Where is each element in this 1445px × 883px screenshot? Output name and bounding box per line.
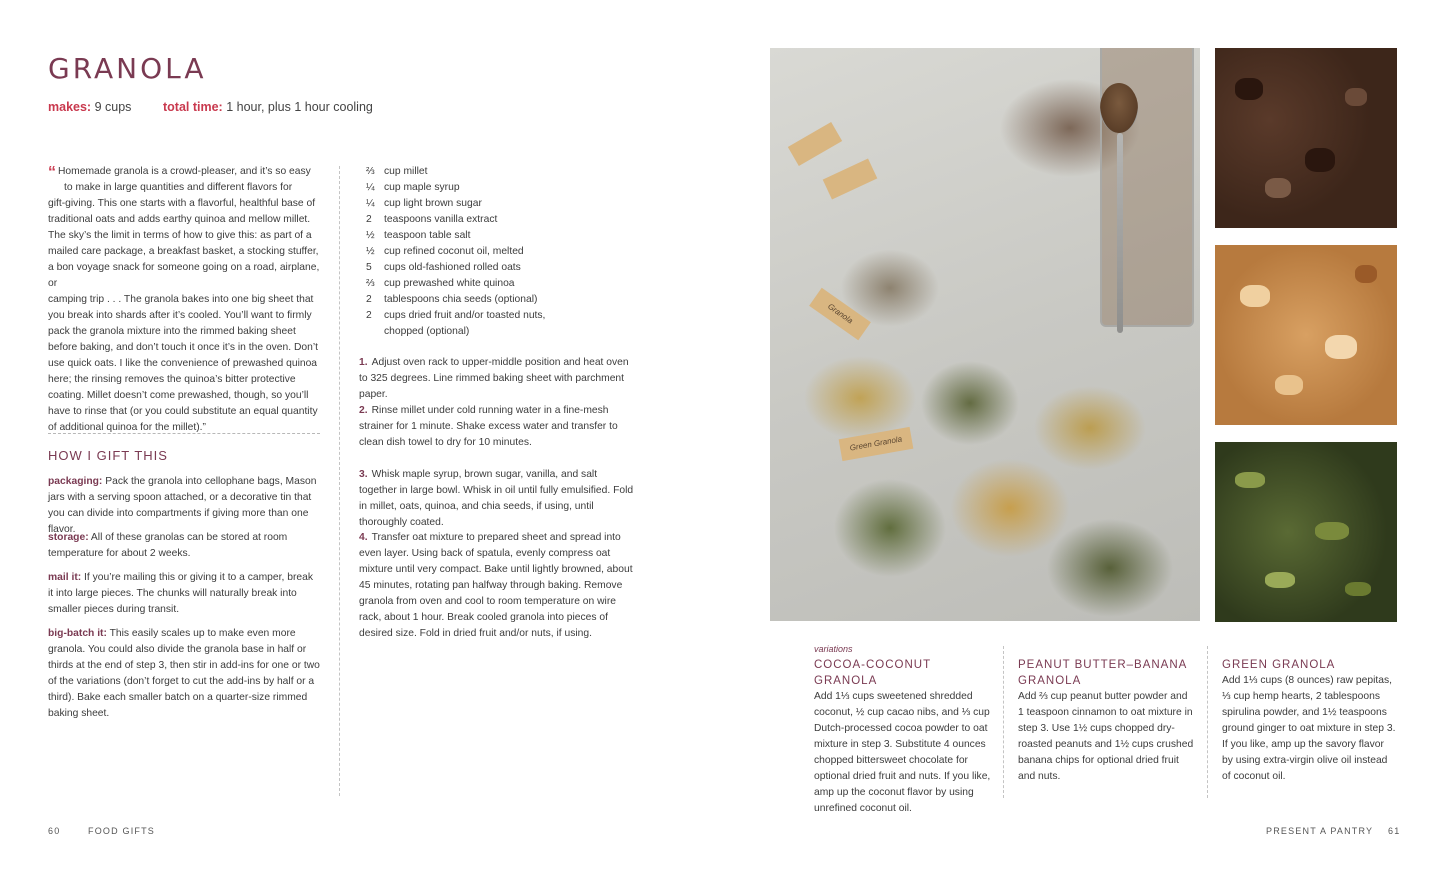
- ingredient-item: ¼ cup maple syrup: [366, 182, 460, 193]
- variation-title: GREEN GRANOLA: [1222, 659, 1336, 671]
- right-running-footer: PRESENT A PANTRY: [1266, 826, 1374, 836]
- ingredient-item: ½ teaspoon table salt: [366, 230, 471, 241]
- gift-tip-packaging: packaging: Pack the granola into cellophane bags, Mason jars with a serving spoon attached, or a decorative tin that you can divide into compartments if giving more than one flavor.: [48, 476, 317, 535]
- spoon-handle: [1117, 133, 1123, 333]
- time-info: [163, 100, 373, 114]
- ingredient-item: 5 cups old-fashioned rolled oats: [366, 262, 521, 273]
- total-time-label: total time:: [163, 100, 223, 114]
- variation-peanut-butter-banana: [1018, 657, 1196, 785]
- gift-tip-big-batch: big-batch it: This easily scales up to make even more granola. You could also divide the granola base in half or thirds at the end of step 3, then stir in add-ins for one or two of the variations (don’t forget to cut the add-ins by half or a third). Bake each smaller batch on a quarter-size rimmed baking sheet.: [48, 628, 320, 719]
- headnote-line: traditional oats and adds earthy quinoa and mellow millet.: [48, 214, 311, 225]
- ingredient-item: 2 cups dried fruit and/or toasted nuts, chopped (optional): [366, 310, 546, 337]
- makes-value: 9 cups: [94, 100, 132, 114]
- variation-text: Add ⅔ cup peanut butter powder and 1 teaspoon cinnamon to oat mixture in step 3. Use 1½ cups chopped dry-roasted peanuts and 1½ cups crushed banana chips for optional dried fruit and nuts.: [1018, 691, 1194, 782]
- gift-tag: Granola: [809, 288, 871, 340]
- right-page-number: 61: [1388, 826, 1401, 836]
- variation-cocoa-coconut: [814, 657, 992, 817]
- headnote-line: a bon voyage snack for someone going on a road, airplane, or: [48, 262, 320, 289]
- total-time-value: 1 hour, plus 1 hour cooling: [226, 100, 373, 114]
- headnote-line: camping trip . . . The granola bakes into one big sheet that: [48, 294, 314, 305]
- headnote-line: gift-giving. This one starts with a flavorful, healthful base of: [48, 198, 316, 209]
- method-step: 1. Adjust oven rack to upper-middle position and heat oven to 325 degrees. Line rimmed baking sheet with parchment paper.: [359, 357, 629, 400]
- column-divider: [1207, 646, 1208, 798]
- spoon: [1100, 83, 1138, 133]
- headnote-line: to make in large quantities and different flavors for: [64, 182, 293, 193]
- ingredient-list: [366, 164, 606, 340]
- peanut-granola-photo: [1215, 245, 1397, 425]
- column-divider: [1003, 646, 1004, 798]
- ingredient-item: 2 teaspoons vanilla extract: [366, 214, 498, 225]
- headnote-line: use quick oats. I like the convenience of prewashed quinoa: [48, 358, 318, 369]
- ingredient-item: 2 tablespoons chia seeds (optional): [366, 294, 538, 305]
- green-granola-photo: [1215, 442, 1397, 622]
- gift-tag: Green Granola: [839, 427, 914, 461]
- ingredient-item: ¼ cup light brown sugar: [366, 198, 482, 209]
- gift-tag: [788, 122, 842, 166]
- variation-text: Add 1⅓ cups (8 ounces) raw pepitas, ⅓ cup hemp hearts, 2 tablespoons spirulina powder, and 1½ teaspoons ground ginger to oat mixture in step 3. If you like, amp up the savory flavor by using extra-virgin olive oil instead of coconut oil.: [1222, 675, 1396, 782]
- variations-label: variations: [814, 644, 853, 654]
- headnote-line: mailed care package, a breakfast basket, a stocking stuffer,: [48, 246, 319, 257]
- headnote: [48, 164, 320, 436]
- headnote-line: pack the granola mixture into the rimmed baking sheet: [48, 326, 296, 337]
- variation-title: PEANUT BUTTER–BANANA GRANOLA: [1018, 659, 1187, 687]
- gift-tip-mail: mail it: If you’re mailing this or giving it to a camper, break it into large pieces. The chunks will naturally break into smaller pieces during transit.: [48, 572, 313, 615]
- headnote-line: you break into shards after it’s cooled. You’ll want to firmly: [48, 310, 312, 321]
- column-divider: [339, 166, 340, 796]
- method-step: 3. Whisk maple syrup, brown sugar, vanilla, and salt together in large bowl. Whisk in oil until fully emulsified. Fold in millet, oats, quinoa, and chia seeds, if using, until thoroughly coated.: [359, 469, 634, 528]
- variation-title: COCOA-COCONUT GRANOLA: [814, 659, 931, 687]
- recipe-title: GRANOLA: [48, 52, 207, 85]
- quote-mark: “: [48, 164, 56, 181]
- gift-tag: [823, 158, 878, 199]
- granola-bags-photo: [770, 48, 1200, 621]
- method-step: 4. Transfer oat mixture to prepared sheet and spread into even layer. Using back of spatula, evenly compress oat mixture until very compact. Bake until lightly browned, about 45 minutes, rotating pan halfway through baking. Remove granola from oven and cool to room temperature on wire rack, about 1 hour. Break cooled granola into pieces of desired size. Fold in dried fruit and/or nuts, if using.: [359, 532, 633, 639]
- headnote-line: “ Homemade granola is a crowd-pleaser, and it’s so easy: [48, 164, 311, 181]
- headnote-line: here; the rinsing removes the quinoa’s bitter protective: [48, 374, 296, 385]
- method-step: 2. Rinse millet under cold running water in a fine-mesh strainer for 1 minute. Shake excess water and transfer to clean dish towel to dry for 10 minutes.: [359, 405, 618, 448]
- section-divider: [48, 433, 320, 434]
- headnote-line: coating. Millet doesn’t come prewashed, though, so you’ll: [48, 390, 309, 401]
- makes-label: makes:: [48, 100, 92, 114]
- headnote-line: before baking, and don’t touch it once it’s in the oven. Don’t: [48, 342, 318, 353]
- gifting-heading: HOW I GIFT THIS: [48, 448, 168, 463]
- chocolate-granola-photo: [1215, 48, 1397, 228]
- ingredient-item: ⅔ cup millet: [366, 166, 428, 177]
- left-page-number: 60: [48, 826, 61, 836]
- headnote-line: of additional quinoa for the millet).”: [48, 422, 206, 433]
- variation-green: [1222, 657, 1397, 785]
- ingredient-item: ½ cup refined coconut oil, melted: [366, 246, 524, 257]
- headnote-line: The sky’s the limit in terms of how to give this: as part of a: [48, 230, 312, 241]
- ingredient-item: ⅔ cup prewashed white quinoa: [366, 278, 515, 289]
- yield-info: [48, 100, 131, 114]
- headnote-line: have to rinse that (or you could substitute an equal quantity: [48, 406, 318, 417]
- variation-text: Add 1⅓ cups sweetened shredded coconut, ½ cup cacao nibs, and ⅓ cup Dutch-processed cocoa powder to oat mixture in step 3. Substitute 4 ounces chopped bittersweet chocolate for optional dried fruit and nuts. If you like, amp up the coconut flavor by using unrefined coconut oil.: [814, 691, 991, 814]
- left-running-footer: FOOD GIFTS: [88, 826, 155, 836]
- gift-tip-storage: storage: All of these granolas can be stored at room temperature for about 2 weeks.: [48, 532, 288, 559]
